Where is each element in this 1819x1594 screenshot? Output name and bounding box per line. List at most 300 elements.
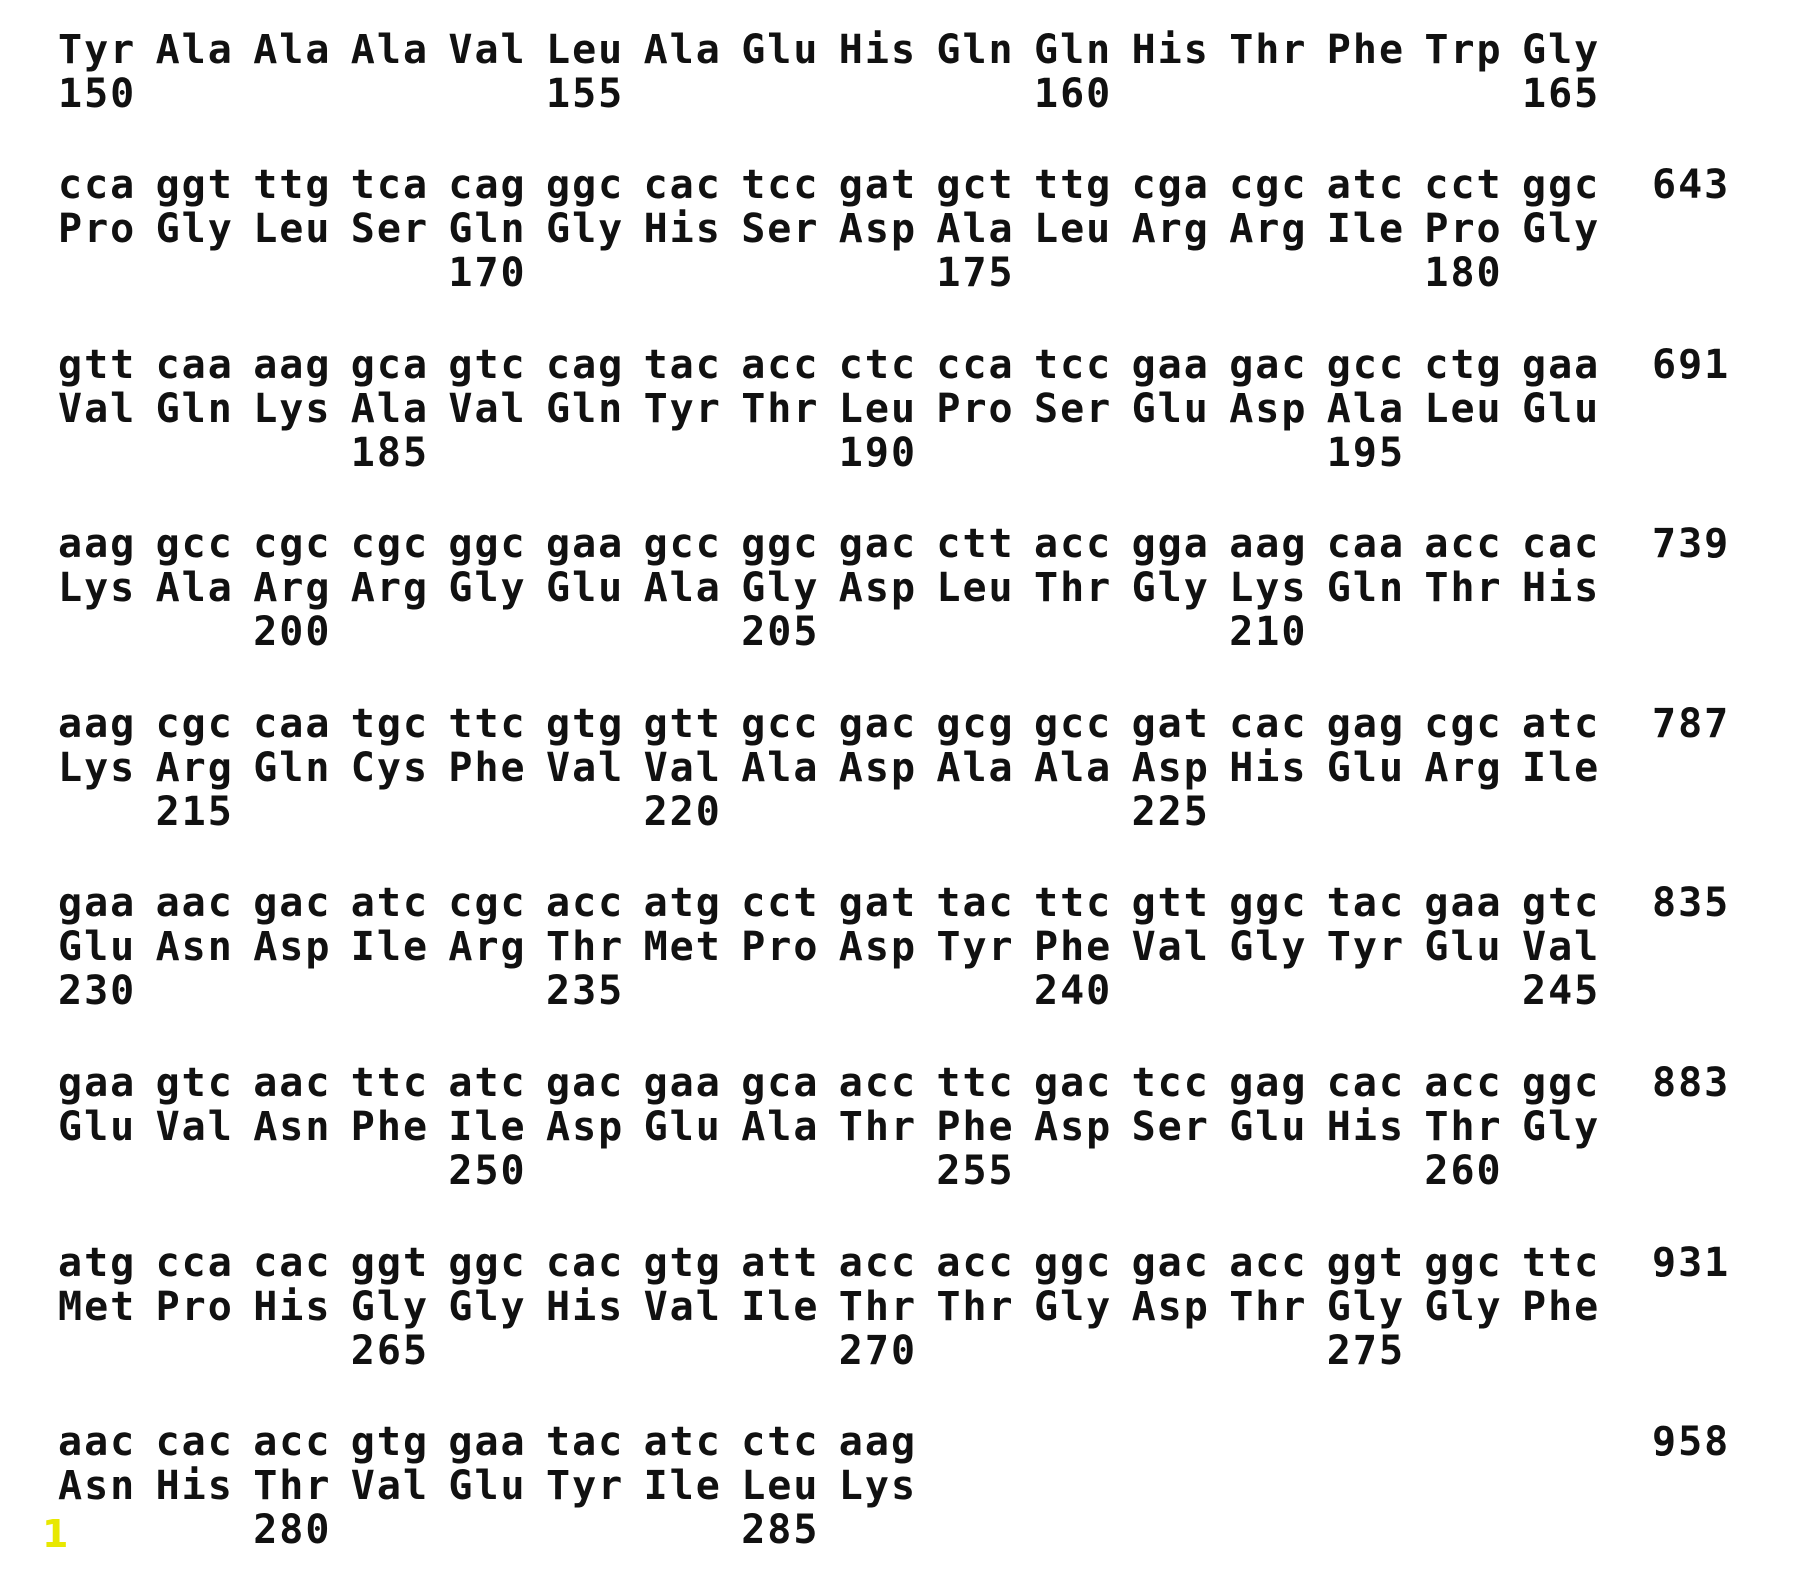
amino-acid-residue: Thr [546,924,625,971]
codon: ggc [448,521,527,568]
codon: tcc [741,162,820,208]
codon: gaa [1424,880,1503,927]
residue-line [0,1105,1819,1149]
amino-acid-residue: Ser [1131,1104,1210,1150]
codon: cgc [155,700,234,747]
amino-acid-residue: Glu [741,27,820,73]
amino-acid-residue: Thr [1229,27,1308,73]
codon: ggc [1424,1239,1503,1286]
amino-acid-residue: Val [155,1104,234,1150]
amino-acid-residue: Phe [936,1104,1015,1150]
amino-acid-residue: His [1131,27,1210,73]
amino-acid-residue: Phe [1522,1283,1601,1330]
amino-acid-residue: Pro [58,206,137,252]
codon: cgc [1424,700,1503,747]
codon: gtt [58,341,137,388]
residue-number: 225 [1131,788,1210,835]
codon-line [0,1241,1819,1285]
amino-acid-residue: Leu [838,385,918,432]
codon: atc [1326,162,1406,208]
codon: gtg [350,1419,430,1466]
amino-acid-residue: Asp [1034,1104,1113,1150]
codon: cac [1522,521,1601,568]
codon: gaa [1522,341,1601,388]
amino-acid-residue: Thr [253,1463,332,1510]
amino-acid-residue: Val [643,744,722,791]
amino-acid-residue: Thr [1229,1283,1308,1330]
codon: atc [350,880,430,927]
amino-acid-residue: Ala [1034,744,1113,791]
amino-acid-residue: Tyr [643,385,722,432]
codon: gtc [448,341,527,388]
codon: cgc [350,521,430,568]
amino-acid-residue: Ile [1522,744,1601,791]
codon: aag [58,521,137,568]
codon: gca [350,341,430,388]
amino-acid-residue: Cys [350,744,430,791]
residue-number: 260 [1424,1148,1503,1194]
amino-acid-residue: Ile [1326,206,1406,252]
amino-acid-residue: Arg [1424,744,1503,791]
codon: cca [58,162,137,208]
codon: ctc [741,1419,820,1466]
codon: aac [58,1419,137,1466]
codon: ggc [1522,162,1601,208]
codon: caa [1326,521,1406,568]
amino-acid-residue: Arg [253,565,332,612]
amino-acid-residue: His [253,1283,332,1330]
residue-number: 190 [838,429,918,476]
codon: tac [1326,880,1406,927]
codon: ggc [448,1239,527,1286]
codon: ctt [936,521,1015,568]
codon: gaa [546,521,625,568]
codon: atg [643,880,722,927]
codon: gtt [643,700,722,747]
residue-number: 180 [1424,250,1503,296]
codon: gcc [643,521,722,568]
amino-acid-residue: Ser [741,206,820,252]
amino-acid-residue: Asn [155,924,234,971]
nucleotide-position: 931 [1652,1239,1731,1286]
residue-number-line [0,610,1819,654]
amino-acid-residue: Ile [643,1463,722,1510]
amino-acid-residue: Met [58,1283,137,1330]
amino-acid-residue: Leu [1424,385,1503,432]
amino-acid-residue: Gly [1034,1283,1113,1330]
residue-number: 275 [1326,1327,1406,1374]
amino-acid-residue: Leu [253,206,332,252]
amino-acid-residue: His [546,1283,625,1330]
codon: atc [448,1060,527,1106]
codon: acc [1229,1239,1308,1286]
residue-number: 170 [448,250,527,296]
codon: ggc [741,521,820,568]
amino-acid-residue: Lys [58,565,137,612]
amino-acid-residue: Gly [1522,206,1601,252]
codon: tcc [1131,1060,1210,1106]
codon: acc [838,1239,918,1286]
nucleotide-position: 691 [1652,341,1731,388]
codon: cgc [448,880,527,927]
amino-acid-residue: Pro [155,1283,234,1330]
codon: gtc [155,1060,234,1106]
amino-acid-residue: Glu [1326,744,1406,791]
codon-line [0,702,1819,746]
amino-acid-residue: His [1229,744,1308,791]
codon: cac [155,1419,234,1466]
amino-acid-residue: Gly [1326,1283,1406,1330]
amino-acid-residue: Val [546,744,625,791]
residue-number: 155 [546,71,625,117]
amino-acid-residue: Val [58,385,137,432]
amino-acid-residue: Phe [1326,27,1406,73]
amino-acid-residue: Gly [448,1283,527,1330]
codon: gac [838,521,918,568]
residue-number: 185 [350,429,430,476]
amino-acid-residue: Arg [1131,206,1210,252]
amino-acid-residue: Glu [1229,1104,1308,1150]
residue-number: 240 [1034,968,1113,1015]
amino-acid-residue: Trp [1424,27,1503,73]
residue-number: 230 [58,968,137,1015]
amino-acid-residue: Leu [936,565,1015,612]
amino-acid-residue: Met [643,924,722,971]
amino-acid-residue: Gly [546,206,625,252]
codon: ggt [155,162,234,208]
residue-number-line [0,431,1819,475]
codon: ttg [253,162,332,208]
residue-number: 270 [838,1327,918,1374]
residue-line [0,28,1819,72]
nucleotide-position: 835 [1652,880,1731,927]
codon: gat [838,880,918,927]
residue-number: 280 [253,1507,332,1554]
codon: cca [155,1239,234,1286]
codon: acc [546,880,625,927]
codon: tgc [350,700,430,747]
residue-line [0,387,1819,431]
codon: aac [155,880,234,927]
amino-acid-residue: Thr [1424,1104,1503,1150]
codon: gca [741,1060,820,1106]
codon: aag [253,341,332,388]
amino-acid-residue: Glu [58,1104,137,1150]
codon: ggc [1229,880,1308,927]
codon: gaa [1131,341,1210,388]
codon: atg [58,1239,137,1286]
codon: gaa [643,1060,722,1106]
codon: gag [1229,1060,1308,1106]
residue-line [0,746,1819,790]
amino-acid-residue: Pro [741,924,820,971]
codon: ggc [546,162,625,208]
residue-line [0,1464,1819,1508]
amino-acid-residue: Ala [936,206,1015,252]
amino-acid-residue: Glu [1131,385,1210,432]
residue-line [0,1285,1819,1329]
codon: cct [741,880,820,927]
codon: acc [838,1060,918,1106]
codon: aag [58,700,137,747]
amino-acid-residue: Ala [155,565,234,612]
amino-acid-residue: Ile [448,1104,527,1150]
codon: cag [546,341,625,388]
amino-acid-residue: Val [643,1283,722,1330]
codon: ttc [1034,880,1113,927]
amino-acid-residue: Asn [58,1463,137,1510]
codon: cac [1229,700,1308,747]
residue-line [0,207,1819,251]
codon: acc [1424,1060,1503,1106]
amino-acid-residue: Gly [1522,27,1601,73]
amino-acid-residue: Glu [546,565,625,612]
residue-number: 160 [1034,71,1113,117]
amino-acid-residue: Gly [448,565,527,612]
amino-acid-residue: Tyr [546,1463,625,1510]
amino-acid-residue: His [838,27,918,73]
codon: aag [1229,521,1308,568]
amino-acid-residue: Glu [1522,385,1601,432]
amino-acid-residue: His [155,1463,234,1510]
amino-acid-residue: Asp [1131,1283,1210,1330]
residue-number-line [0,251,1819,295]
amino-acid-residue: Lys [1229,565,1308,612]
nucleotide-position: 787 [1652,700,1731,747]
amino-acid-residue: Lys [58,744,137,791]
amino-acid-residue: Pro [1424,206,1503,252]
codon: gtg [546,700,625,747]
codon: gac [838,700,918,747]
amino-acid-residue: Thr [1424,565,1503,612]
residue-number-line [0,1329,1819,1373]
amino-acid-residue: Glu [643,1104,722,1150]
codon: tcc [1034,341,1113,388]
codon: ctc [838,341,918,388]
amino-acid-residue: Glu [58,924,137,971]
amino-acid-residue: Ala [350,385,430,432]
amino-acid-residue: Phe [1034,924,1113,971]
codon: acc [1034,521,1113,568]
codon-line [0,1061,1819,1105]
amino-acid-residue: His [1326,1104,1406,1150]
amino-acid-residue: Ala [253,27,332,73]
amino-acid-residue: Asp [253,924,332,971]
codon-line [0,881,1819,925]
amino-acid-residue: Gln [1326,565,1406,612]
codon: aac [253,1060,332,1106]
residue-number: 215 [155,788,234,835]
amino-acid-residue: Ile [741,1283,820,1330]
residue-number: 235 [546,968,625,1015]
amino-acid-residue: Thr [741,385,820,432]
codon: cga [1131,162,1210,208]
codon: gat [838,162,918,208]
residue-number: 195 [1326,429,1406,476]
codon: caa [155,341,234,388]
amino-acid-residue: Val [1522,924,1601,971]
residue-number: 265 [350,1327,430,1374]
amino-acid-residue: Asp [1131,744,1210,791]
codon: gaa [58,1060,137,1106]
amino-acid-residue: Gln [448,206,527,252]
codon: gcc [1326,341,1406,388]
residue-number: 150 [58,71,137,117]
nucleotide-position: 958 [1652,1419,1731,1466]
amino-acid-residue: Glu [1424,924,1503,971]
amino-acid-residue: Arg [448,924,527,971]
amino-acid-residue: Asn [253,1104,332,1150]
codon: ttc [350,1060,430,1106]
codon: gaa [58,880,137,927]
residue-number-line [0,1149,1819,1193]
codon: gat [1131,700,1210,747]
codon: gcc [155,521,234,568]
residue-number: 210 [1229,609,1308,656]
amino-acid-residue: Phe [350,1104,430,1150]
amino-acid-residue: Thr [936,1283,1015,1330]
amino-acid-residue: Val [448,27,527,73]
codon: tac [936,880,1015,927]
amino-acid-residue: Thr [838,1104,918,1150]
amino-acid-residue: Glu [448,1463,527,1510]
codon: cct [1424,162,1503,208]
residue-line [0,566,1819,610]
codon: gac [1229,341,1308,388]
amino-acid-residue: Leu [1034,206,1113,252]
codon: gac [1131,1239,1210,1286]
codon: gtt [1131,880,1210,927]
codon: ttc [1522,1239,1601,1286]
codon: ggc [1522,1060,1601,1106]
amino-acid-residue: Lys [253,385,332,432]
nucleotide-position: 883 [1652,1060,1731,1106]
codon: tca [350,162,430,208]
amino-acid-residue: Ala [1326,385,1406,432]
codon: ctg [1424,341,1503,388]
amino-acid-residue: Ala [643,27,722,73]
codon: gtg [643,1239,722,1286]
codon-line [0,1420,1819,1464]
amino-acid-residue: Gly [1131,565,1210,612]
amino-acid-residue: Ile [350,924,430,971]
amino-acid-residue: Ala [643,565,722,612]
amino-acid-residue: Lys [838,1463,918,1510]
residue-number-line [0,790,1819,834]
codon: gcc [741,700,820,747]
amino-acid-residue: Gly [155,206,234,252]
codon: tac [643,341,722,388]
codon-line [0,522,1819,566]
codon: cac [546,1239,625,1286]
codon: gag [1326,700,1406,747]
codon: acc [253,1419,332,1466]
codon: ttg [1034,162,1113,208]
amino-acid-residue: Ala [741,744,820,791]
codon: cgc [253,521,332,568]
margin-mark: 1 [42,1512,69,1556]
amino-acid-residue: Ala [155,27,234,73]
residue-number-line [0,969,1819,1013]
residue-number: 200 [253,609,332,656]
amino-acid-residue: Asp [838,744,918,791]
amino-acid-residue: Arg [350,565,430,612]
codon: gcc [1034,700,1113,747]
codon: ggt [350,1239,430,1286]
amino-acid-residue: Asp [838,924,918,971]
codon: acc [936,1239,1015,1286]
residue-number: 255 [936,1148,1015,1194]
amino-acid-residue: His [1522,565,1601,612]
codon: gac [1034,1060,1113,1106]
residue-number: 175 [936,250,1015,296]
amino-acid-residue: Gln [253,744,332,791]
codon: ggt [1326,1239,1406,1286]
codon: cac [253,1239,332,1286]
amino-acid-residue: Thr [838,1283,918,1330]
codon: caa [253,700,332,747]
amino-acid-residue: Gly [1229,924,1308,971]
residue-number-line [0,72,1819,116]
codon: acc [1424,521,1503,568]
codon: ggc [1034,1239,1113,1286]
residue-number: 205 [741,609,820,656]
codon: att [741,1239,820,1286]
amino-acid-residue: Gly [741,565,820,612]
amino-acid-residue: Gln [1034,27,1113,73]
amino-acid-residue: Gln [546,385,625,432]
codon: atc [643,1419,722,1466]
amino-acid-residue: Thr [1034,565,1113,612]
amino-acid-residue: Ser [350,206,430,252]
amino-acid-residue: Val [1131,924,1210,971]
codon: cag [448,162,527,208]
codon: acc [741,341,820,388]
codon: ttc [448,700,527,747]
codon: gga [1131,521,1210,568]
amino-acid-residue: Asp [546,1104,625,1150]
amino-acid-residue: Leu [741,1463,820,1510]
amino-acid-residue: Gln [155,385,234,432]
codon: cac [643,162,722,208]
codon: ttc [936,1060,1015,1106]
codon: atc [1522,700,1601,747]
amino-acid-residue: Val [350,1463,430,1510]
codon-line [0,163,1819,207]
codon-line [0,343,1819,387]
amino-acid-residue: Asp [838,206,918,252]
amino-acid-residue: Ala [741,1104,820,1150]
amino-acid-residue: His [643,206,722,252]
residue-line [0,925,1819,969]
amino-acid-residue: Ala [350,27,430,73]
amino-acid-residue: Ser [1034,385,1113,432]
codon: cca [936,341,1015,388]
amino-acid-residue: Tyr [58,27,137,73]
codon: tac [546,1419,625,1466]
amino-acid-residue: Arg [155,744,234,791]
amino-acid-residue: Tyr [936,924,1015,971]
residue-number: 220 [643,788,722,835]
amino-acid-residue: Gly [350,1283,430,1330]
residue-number: 250 [448,1148,527,1194]
codon: gcg [936,700,1015,747]
amino-acid-residue: Pro [936,385,1015,432]
codon: gtc [1522,880,1601,927]
amino-acid-residue: Leu [546,27,625,73]
amino-acid-residue: Gln [936,27,1015,73]
amino-acid-residue: Gly [1522,1104,1601,1150]
